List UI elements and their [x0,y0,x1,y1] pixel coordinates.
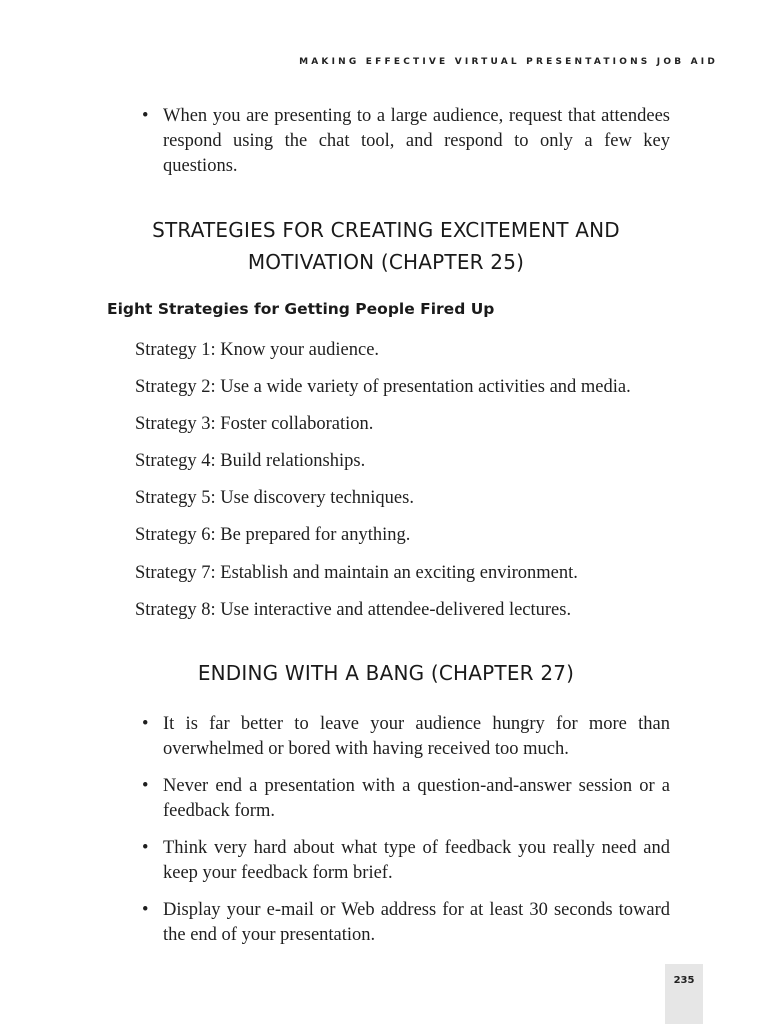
bullet-icon: • [142,900,149,920]
page-number: 235 [673,975,695,986]
running-head: MAKING EFFECTIVE VIRTUAL PRESENTATIONS JOB AID [299,57,718,67]
section-heading-strategies [100,214,672,278]
page-number-tab [665,964,703,1024]
bullet-text: It is far better to leave your audience hungry for more than overwhelmed or bored with having received too much. [163,714,670,759]
list-item [140,104,670,179]
bullet-text: Never end a presentation with a question-and-answer session or a feedback form. [163,776,670,821]
bullet-text: Think very hard about what type of feedback you really need and keep your feedback form brief. [163,838,670,883]
strategy-item: Strategy 4: Build relationships. [135,451,366,472]
strategy-item: Strategy 6: Be prepared for anything. [135,525,411,546]
heading-line-1: STRATEGIES FOR CREATING EXCITEMENT AND [152,218,620,242]
strategy-item: Strategy 8: Use interactive and attendee-delivered lectures. [135,599,572,620]
list-item [140,712,670,762]
strategy-list [135,338,631,635]
subheading-eight-strategies: Eight Strategies for Getting People Fired Up [107,300,495,318]
list-item [140,898,670,948]
bullet-icon: • [142,106,149,126]
intro-bullet-list [140,104,670,179]
ending-bullet-list [140,712,670,948]
bullet-icon: • [142,714,149,734]
bullet-text: Display your e-mail or Web address for at least 30 seconds toward the end of your presentation. [163,900,670,945]
heading-line-2: MOTIVATION (CHAPTER 25) [247,250,525,274]
bullet-text: When you are presenting to a large audience, request that attendees respond using the chat tool, and respond to only a few key questions. [163,106,670,176]
strategy-item: Strategy 5: Use discovery techniques. [135,488,414,509]
list-item [140,836,670,886]
bullet-icon: • [142,838,149,858]
strategy-item: Strategy 7: Establish and maintain an exciting environment. [135,562,578,583]
strategy-item: Strategy 3: Foster collaboration. [135,414,374,435]
strategy-item: Strategy 1: Know your audience. [135,340,380,360]
list-item [140,774,670,824]
section-heading-ending: ENDING WITH A BANG (CHAPTER 27) [197,661,575,685]
bullet-icon: • [142,776,149,796]
strategy-item: Strategy 2: Use a wide variety of presentation activities and media. [135,377,631,398]
